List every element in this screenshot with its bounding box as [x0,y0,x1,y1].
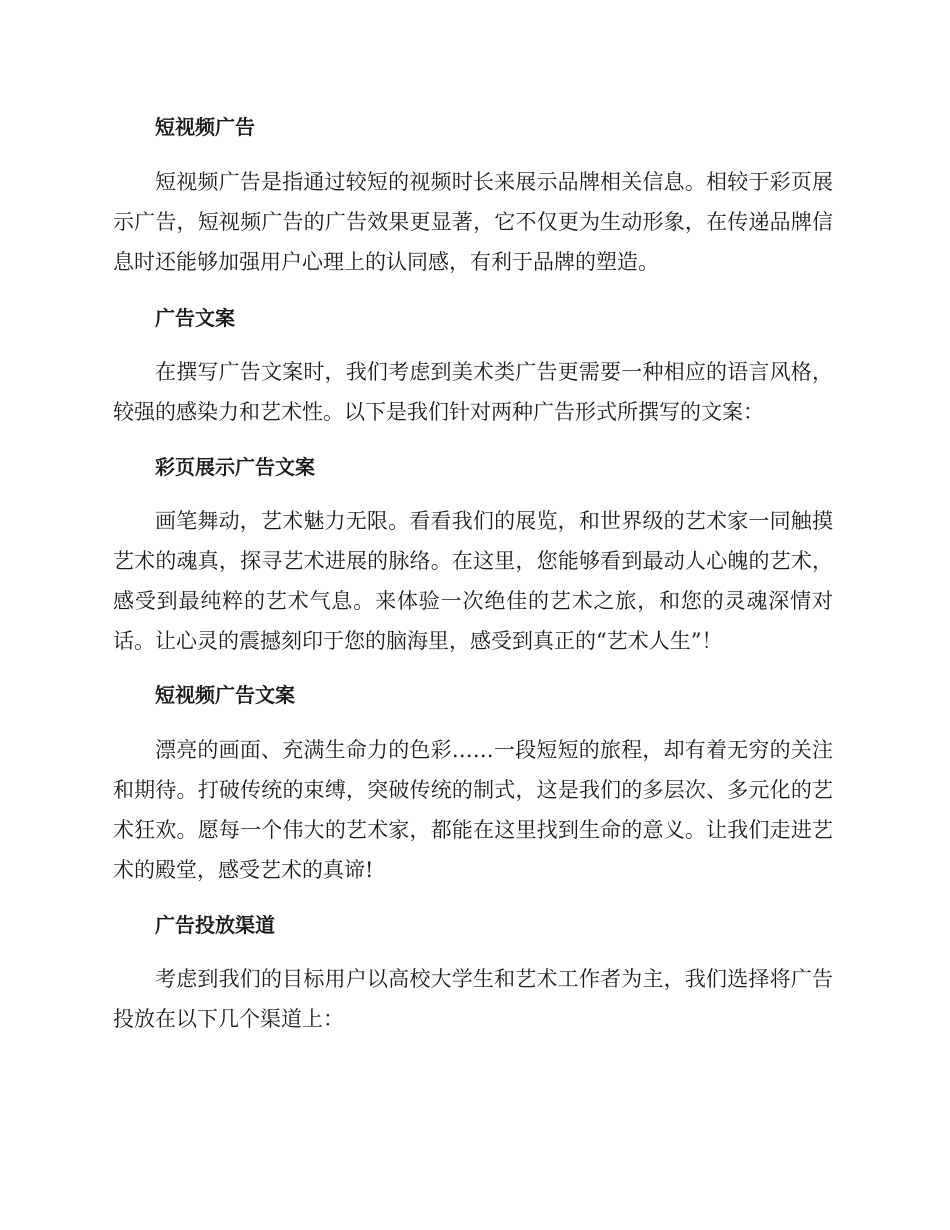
section-heading-short-video-copy: 短视频广告文案 [155,683,295,707]
section-paragraph-ad-channels: 考虑到我们的目标用户以高校大学生和艺术工作者为主，我们选择将广告投放在以下几个渠道上： [113,967,833,1031]
section-paragraph-short-video-ad: 短视频广告是指通过较短的视频时长来展示品牌相关信息。相较于彩页展示广告，短视频广告的广告效果更显著，它不仅更为生动形象，在传递品牌信息时还能够加强用户心理上的认同感，有利于品牌的塑造。 [113,170,833,274]
section-paragraph-short-video-copy: 漂亮的画面、充满生命力的色彩……一段短短的旅程，却有着无穷的关注和期待。打破传统的束缚，突破传统的制式，这是我们的多层次、多元化的艺术狂欢。愿每一个伟大的艺术家，都能在这里找到生命的意义。让我们走进艺术的殿堂，感受艺术的真谛! [113,738,833,882]
section-heading-color-page-copy: 彩页展示广告文案 [155,455,315,479]
section-heading-short-video-ad: 短视频广告 [155,115,255,139]
section-heading-ad-copy: 广告文案 [155,306,235,330]
document-page [113,108,833,1039]
section-heading-ad-channels: 广告投放渠道 [155,913,275,937]
section-paragraph-ad-copy: 在撰写广告文案时，我们考虑到美术类广告更需要一种相应的语言风格，较强的感染力和艺术性。以下是我们针对两种广告形式所撰写的文案： [113,360,833,424]
section-paragraph-color-page-copy: 画笔舞动，艺术魅力无限。看看我们的展览，和世界级的艺术家一同触摸艺术的魂真，探寻艺术进展的脉络。在这里，您能够看到最动人心魄的艺术，感受到最纯粹的艺术气息。来体验一次绝佳的艺术之旅，和您的灵魂深情对话。让心灵的震撼刻印于您的脑海里，感受到真正的“艺术人生”！ [113,509,833,653]
